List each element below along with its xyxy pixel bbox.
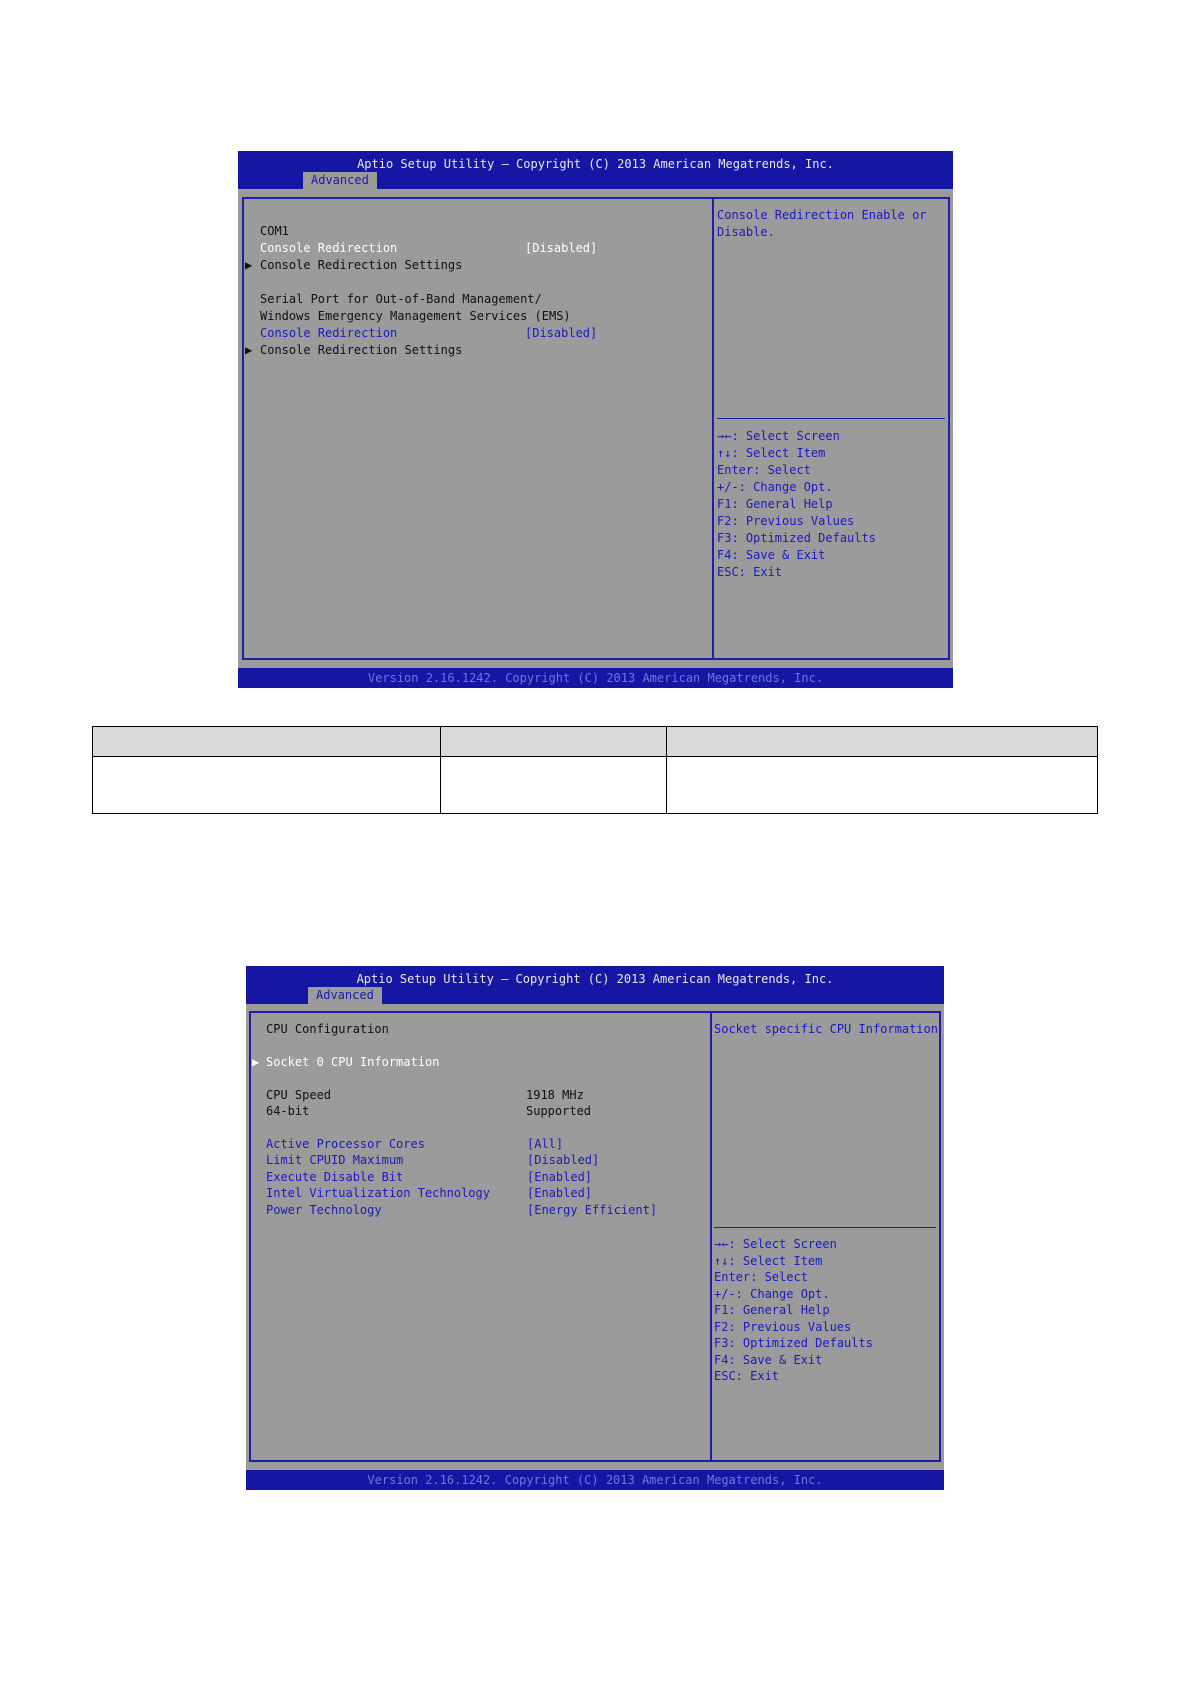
table-header-cell — [93, 727, 441, 757]
cpu-configuration-heading: CPU Configuration — [266, 1022, 389, 1036]
power-technology-label[interactable]: Power Technology — [266, 1203, 382, 1217]
submenu-arrow-icon: ▶ — [245, 258, 253, 272]
key-hint: F2: Previous Values — [717, 514, 855, 528]
help-divider — [714, 1227, 936, 1228]
settings-panel — [249, 1011, 712, 1462]
key-hint: ESC: Exit — [714, 1369, 780, 1383]
64bit-value: Supported — [526, 1104, 592, 1118]
help-text-line: Console Redirection Enable or — [717, 208, 927, 222]
key-hint: F1: General Help — [717, 497, 833, 511]
limit-cpuid-maximum-value[interactable]: [Disabled] — [527, 1153, 600, 1167]
console-redirection-settings-ems[interactable]: Console Redirection Settings — [260, 343, 463, 357]
cpu-speed-value: 1918 MHz — [526, 1088, 584, 1102]
table-row — [93, 757, 1098, 814]
console-redirection-label-com1[interactable]: Console Redirection — [260, 241, 398, 255]
tab-advanced[interactable]: Advanced — [303, 172, 377, 189]
key-hint: →←: Select Screen — [714, 1237, 837, 1251]
console-redirection-settings-com1[interactable]: Console Redirection Settings — [260, 258, 463, 272]
intel-virtualization-technology-value[interactable]: [Enabled] — [527, 1186, 593, 1200]
execute-disable-bit-value[interactable]: [Enabled] — [527, 1170, 593, 1184]
intel-virtualization-technology-label[interactable]: Intel Virtualization Technology — [266, 1186, 490, 1200]
version-footer: Version 2.16.1242. Copyright (C) 2013 American Megatrends, Inc. — [246, 1470, 944, 1490]
key-hint: F3: Optimized Defaults — [717, 531, 876, 545]
table-cell — [667, 757, 1098, 814]
64bit-label: 64-bit — [266, 1104, 310, 1118]
console-redirection-value-ems[interactable]: [Disabled] — [525, 326, 598, 340]
title-bar — [238, 151, 953, 189]
bios-screen-console-redirection — [238, 151, 953, 688]
table-cell — [441, 757, 667, 814]
console-redirection-label-ems[interactable]: Console Redirection — [260, 326, 398, 340]
console-redirection-value-com1[interactable]: [Disabled] — [525, 241, 598, 255]
table-cell — [93, 757, 441, 814]
help-text-line: Disable. — [717, 225, 775, 239]
key-hint: ↑↓: Select Item — [714, 1254, 823, 1268]
title-bar — [246, 966, 944, 1004]
key-hint: +/-: Change Opt. — [714, 1287, 830, 1301]
key-hint: +/-: Change Opt. — [717, 480, 833, 494]
help-divider — [717, 418, 945, 419]
key-hint: ESC: Exit — [717, 565, 783, 579]
limit-cpuid-maximum-label[interactable]: Limit CPUID Maximum — [266, 1153, 404, 1167]
active-processor-cores-value[interactable]: [All] — [527, 1137, 564, 1151]
key-hint: F4: Save & Exit — [717, 548, 826, 562]
title-text: Aptio Setup Utility – Copyright (C) 2013 American Megatrends, Inc. — [356, 972, 834, 986]
version-footer: Version 2.16.1242. Copyright (C) 2013 American Megatrends, Inc. — [238, 668, 953, 688]
cpu-speed-label: CPU Speed — [266, 1088, 332, 1102]
ems-label: Windows Emergency Management Services (EMS) — [260, 309, 571, 323]
table-header-cell — [667, 727, 1098, 757]
key-hint: F3: Optimized Defaults — [714, 1336, 873, 1350]
key-hint: Enter: Select — [717, 463, 811, 477]
table-header-row — [93, 727, 1098, 757]
socket-0-cpu-information[interactable]: Socket 0 CPU Information — [266, 1055, 440, 1069]
submenu-arrow-icon: ▶ — [252, 1055, 260, 1069]
key-hint: →←: Select Screen — [717, 429, 840, 443]
tab-advanced[interactable]: Advanced — [308, 987, 382, 1004]
execute-disable-bit-label[interactable]: Execute Disable Bit — [266, 1170, 404, 1184]
options-table — [92, 726, 1098, 814]
submenu-arrow-icon: ▶ — [245, 343, 253, 357]
key-hint: Enter: Select — [714, 1270, 808, 1284]
active-processor-cores-label[interactable]: Active Processor Cores — [266, 1137, 425, 1151]
table-header-cell — [441, 727, 667, 757]
key-hint: ↑↓: Select Item — [717, 446, 826, 460]
key-hint: F2: Previous Values — [714, 1320, 852, 1334]
power-technology-value[interactable]: [Energy Efficient] — [527, 1203, 658, 1217]
serial-port-oob-label: Serial Port for Out-of-Band Management/ — [260, 292, 542, 306]
key-hint: F1: General Help — [714, 1303, 830, 1317]
help-text-line: Socket specific CPU Information — [714, 1022, 938, 1036]
bios-screen-cpu-configuration — [246, 966, 944, 1490]
com1-label: COM1 — [260, 224, 289, 238]
title-text: Aptio Setup Utility – Copyright (C) 2013 American Megatrends, Inc. — [357, 157, 834, 171]
key-hint: F4: Save & Exit — [714, 1353, 823, 1367]
